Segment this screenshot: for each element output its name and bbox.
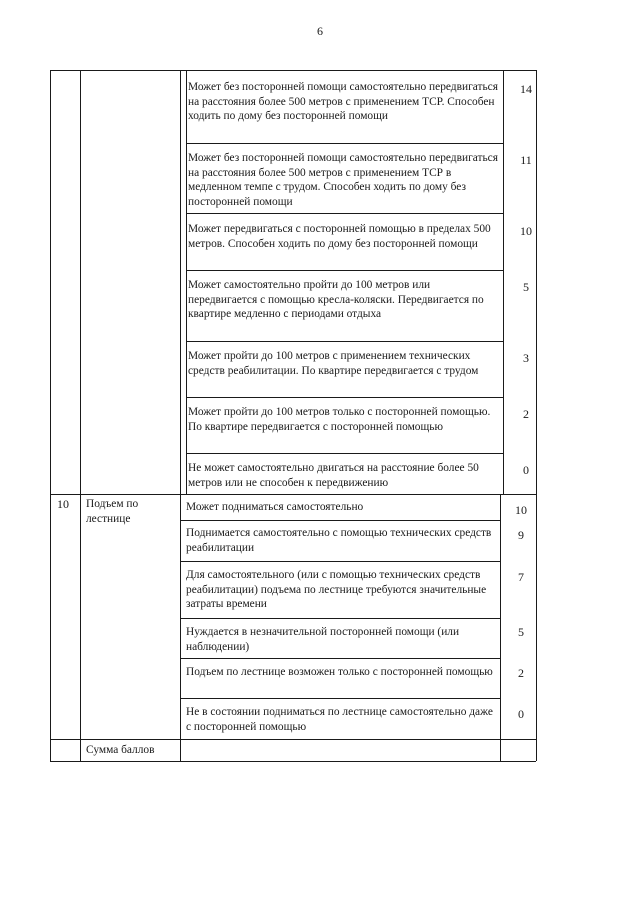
criterion-description: Может пройти до 100 метров только с посторонней помощью. По квартире передвигается с посторонней помощью [188, 406, 491, 433]
row-divider [186, 453, 504, 454]
table-top-border [50, 70, 536, 71]
criterion-score: 0 [518, 707, 524, 721]
total-score-label: Сумма баллов [86, 744, 155, 756]
criterion-score: 5 [523, 280, 529, 294]
criterion-description: Не в состоянии подниматься по лестнице самостоятельно даже с посторонней помощью [186, 706, 493, 733]
box-divider-left-upper [186, 70, 187, 494]
row-divider [186, 397, 504, 398]
criterion-description: Подъем по лестнице возможен только с посторонней помощью [186, 666, 493, 678]
row-divider [180, 520, 500, 521]
row-divider [186, 143, 504, 144]
criterion-description: Может подниматься самостоятельно [186, 501, 364, 513]
criterion-description: Поднимается самостоятельно с помощью технических средств реабилитации [186, 527, 492, 554]
box-divider-right-lower [500, 494, 501, 761]
section-number: 10 [57, 497, 69, 511]
row-divider [180, 698, 500, 699]
table-border-left [50, 70, 51, 761]
criterion-score: 3 [523, 351, 529, 365]
criterion-description: Может без посторонней помощи самостоятельно передвигаться на расстояния более 500 метров с применением ТСР. Способен ходить по дому без посторонней помощи [188, 81, 498, 123]
criterion-description: Может самостоятельно пройти до 100 метров или передвигается с помощью кресла-коляски. Передвигается по квартире медленно с периодами отдыха [188, 279, 484, 321]
page-number: 6 [317, 24, 323, 38]
row-divider [180, 618, 500, 619]
table-bottom-border [50, 761, 536, 762]
criterion-description: Может передвигаться с посторонней помощью в пределах 500 метров. Способен ходить по дому без посторонней помощи [188, 223, 491, 250]
row-divider [186, 213, 504, 214]
criterion-score: 14 [520, 82, 532, 96]
column-divider-name [80, 70, 81, 761]
row-divider [186, 341, 504, 342]
criterion-score: 2 [523, 407, 529, 421]
criterion-description: Для самостоятельного (или с помощью технических средств реабилитации) подъема по лестнице требуются значительные затраты времени [186, 569, 487, 611]
criterion-score: 9 [518, 528, 524, 542]
criterion-score: 11 [520, 153, 532, 167]
criterion-score: 10 [520, 224, 532, 238]
criterion-description: Может без посторонней помощи самостоятельно передвигаться на расстояния более 500 метров с применением ТСР в медленном темпе с трудом. Способен ходить по дому без посторонней помощи [188, 152, 498, 208]
criterion-score: 5 [518, 625, 524, 639]
row-divider [180, 658, 500, 659]
box-divider-right-upper [503, 70, 504, 494]
criterion-score: 0 [523, 463, 529, 477]
row-divider [180, 561, 500, 562]
criterion-score: 2 [518, 666, 524, 680]
criterion-description: Может пройти до 100 метров с применением технических средств реабилитации. По квартире передвигается с трудом [188, 350, 479, 377]
criterion-description: Не может самостоятельно двигаться на расстояние более 50 метров или не способен к передвижению [188, 462, 479, 489]
section-divider [50, 494, 536, 495]
section-title: Подъем по лестнице [86, 498, 139, 525]
box-divider-left-lower [180, 494, 181, 739]
row-divider [186, 270, 504, 271]
criterion-score: 7 [518, 570, 524, 584]
row-divider [50, 739, 536, 740]
criterion-score: 10 [515, 503, 527, 517]
criterion-description: Нуждается в незначительной посторонней помощи (или наблюдении) [186, 626, 460, 653]
